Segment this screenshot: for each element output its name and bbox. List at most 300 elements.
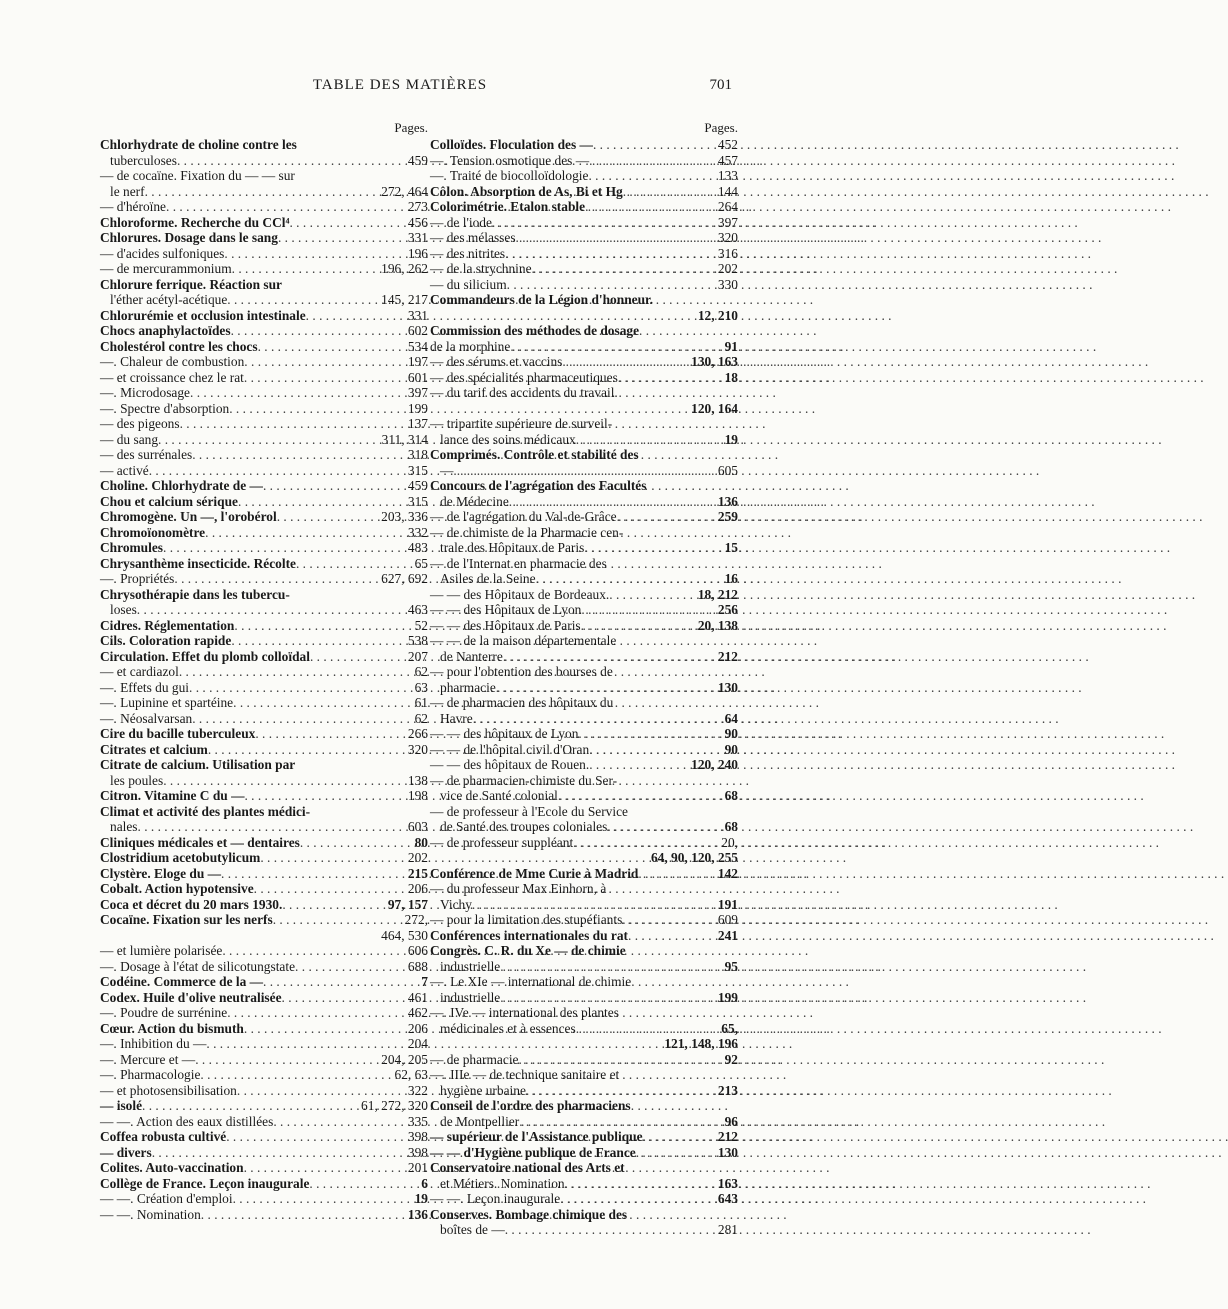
entry-text: Chromogène. Un —, l'orobérol [100,509,277,524]
entry-text: l'éther acétyl-acétique [110,292,228,307]
index-entry [100,773,428,789]
entry-text: Cocaïne. Fixation sur les nerfs [100,912,273,927]
entry-text: — — des Hôpitaux de Paris [430,617,581,633]
index-entry [430,1207,738,1223]
entry-text: Colloïdes. Floculation des — [430,137,593,152]
entry-text: — du professeur Max Einhorn, à [430,881,607,896]
entry-pages: 92 [724,1051,738,1067]
entry-text: — de professeur à l'Ecole du Service [430,803,628,819]
entry-text: — de pharmacien des hôpitaux du [430,695,614,710]
entry-pages: 64, 90, 120, 255 [650,850,738,865]
entry-pages: 688 [407,958,428,974]
entry-text: — des pigeons [100,416,180,431]
dot-leader [149,463,406,479]
dot-leader [137,602,406,618]
dot-leader [224,246,406,262]
dot-leader [589,742,722,758]
index-entry [100,416,428,432]
index-entry [430,726,738,742]
entry-pages: 120, 164 [691,400,738,416]
index-entry [100,990,428,1006]
entry-text: Clostridium acetobutylicum [100,850,261,865]
entry-text: Cliniques médicales et — dentaires [100,834,300,850]
index-entry [100,1021,428,1037]
index-entry [430,587,738,603]
entry-pages: 91 [724,338,738,354]
entry-pages: 320 [407,741,428,757]
index-entry [430,1222,738,1238]
entry-text: — des spécialités pharmaceutiques [430,369,618,385]
index-entry [100,618,428,634]
entry-pages: 137 [407,416,428,431]
dot-leader [573,835,719,851]
entry-text: — —. Création d'emploi [100,1191,233,1206]
dot-leader [492,215,716,231]
entry-pages: 68 [724,788,738,803]
entry-pages: 136 [407,1206,428,1222]
index-entry [430,742,738,758]
entry-text: — pour la limitation des stupéfiants [430,912,623,927]
entry-pages: 398 [407,1129,428,1144]
index-entry [100,168,428,184]
index-entry [430,835,738,851]
dot-leader [278,230,406,246]
entry-text: —. Traité de biocolloïdologie [430,168,589,183]
entry-text: — de l'Internat en pharmacie des [430,555,607,571]
entry-pages: 322 [407,1082,428,1098]
entry-text: Climat et activité des plantes médici- [100,803,311,819]
entry-pages: 136 [717,493,738,509]
dot-leader [519,1114,722,1130]
entry-pages: 215 [407,865,428,881]
entry-text: — activé [100,462,149,478]
entry-text: —. Lupinine et spartéine [100,695,234,710]
dot-leader [189,680,413,696]
index-entry [430,540,738,556]
entry-text: — des sérums et vaccins [430,354,563,369]
dot-leader [190,385,406,401]
entry-text: — — des Hôpitaux de Lyon [430,602,582,617]
index-entry [100,1191,428,1207]
entry-pages: 65, [721,1020,738,1036]
entry-pages: 330 [717,276,738,292]
entry-text: et Métiers. Nomination [440,1175,565,1191]
entry-text: trale des Hôpitaux de Paris [440,540,585,555]
entry-text: loses [110,602,137,617]
entry-text: —. Tension osmotique des — [430,152,590,168]
entry-pages: 603 [407,819,428,834]
entry-text: —. IIIe — de technique sanitaire et [430,1067,620,1082]
dot-leader [526,1083,716,1099]
entry-text: Commission des méthodes de dosage [430,323,640,338]
dot-leader [179,664,413,680]
entry-text: Havre [440,710,473,726]
dot-leader [453,463,716,479]
index-entry [100,571,428,587]
dot-leader [166,199,406,215]
entry-text: Cœur. Action du bismuth [100,1020,244,1036]
index-entry [100,354,428,370]
entry-pages: 459 [407,152,428,168]
dot-leader [273,912,403,928]
index-entry [100,881,428,897]
entry-pages: 213 [717,1082,738,1098]
dot-leader [507,277,716,293]
dot-leader [231,323,406,339]
dot-leader [227,1005,406,1021]
index-entry [430,494,738,510]
entry-text: Chrysanthème insecticide. Récolte [100,555,296,571]
entry-text: Colorimétrie. Etalon stable [430,199,586,214]
dot-leader [560,1191,716,1207]
dot-leader [192,447,406,463]
entry-text: —. Inhibition du — [100,1036,207,1051]
entry-pages: 95 [724,958,738,974]
entry-pages: 15 [724,540,738,555]
entry-pages: 206 [407,881,428,896]
index-entry [430,881,738,897]
index-entry [430,401,738,417]
entry-pages: 606 [407,943,428,958]
dot-leader [593,137,716,153]
dot-leader [263,478,406,494]
entry-text: Cobalt. Action hypotensive [100,881,254,896]
entry-text: industrielle [440,958,501,974]
entry-pages: 273 [407,199,428,214]
entry-pages: 142 [717,865,738,881]
index-entry [430,447,738,463]
right-column [430,118,738,1238]
dot-leader [518,1052,722,1068]
entry-pages: 7 [421,974,428,989]
dot-leader [222,943,406,959]
entry-text: Conserves. Bombage chimique des [430,1206,628,1222]
entry-text: — — des Hôpitaux de Bordeaux. [430,586,610,602]
dot-leader [145,184,380,200]
index-entry [100,292,428,308]
entry-text: —. Propriétés [100,571,175,586]
dot-leader [158,432,380,448]
entry-text: — de pharmacie [430,1051,519,1067]
entry-pages: 609 [717,912,738,927]
index-entry [100,649,428,665]
dot-leader [208,742,406,758]
index-entry [100,664,428,680]
entry-text: Commandeurs de la Légion d'honneur. [430,292,654,307]
entry-text: — — des hôpitaux de Lyon [430,726,579,741]
dot-leader [282,897,385,913]
entry-text: —. Néosalvarsan [100,710,193,726]
index-entry [100,184,428,200]
index-entry [430,1067,738,1083]
dot-leader [254,881,406,897]
index-entry [430,618,738,634]
entry-pages: 61, 272, 320 [361,1098,428,1113]
entry-text: — — de l'hôpital civil d'Oran [430,741,590,757]
entry-pages: 605 [717,462,738,478]
index-entry [430,370,738,386]
index-entry [100,1207,428,1223]
entry-pages: 68 [724,819,738,834]
index-entry [100,556,428,572]
dot-leader [623,184,716,200]
entry-pages: 461 [407,989,428,1005]
index-entry [430,602,738,618]
entry-text: Cire du bacille tuberculeux [100,726,256,741]
entry-pages: 80 [414,834,428,850]
entry-pages: 318 [407,447,428,462]
entry-text: — — des hôpitaux de Rouen. [430,757,590,772]
entry-text: Clystère. Eloge du — [100,865,222,881]
index-entry [430,850,738,866]
entry-pages: 538 [407,633,428,648]
entry-text: Chou et calcium sérique [100,493,238,509]
entry-text: Cils. Coloration rapide [100,633,232,648]
entry-text: —. Poudre de surrénine [100,1005,228,1020]
running-title: TABLE DES MATIÈRES [312,77,488,93]
entry-text: Citrate de calcium. Utilisation par [100,757,296,772]
dot-leader [205,525,406,541]
entry-text: Concours de l'agrégation des Facultés [430,478,647,493]
dot-leader [496,680,716,696]
entry-text: — —. Action des eaux distillées [100,1113,274,1129]
dot-leader [233,1191,413,1207]
entry-text: Chloroforme. Recherche du CCl⁴ [100,214,290,230]
index-entry [430,1160,738,1176]
entry-text: Conseil de l'ordre des pharmaciens [430,1098,631,1113]
dot-leader [177,153,406,169]
entry-pages: 65 [414,555,428,571]
pages-heading-left: Pages. [394,120,428,135]
entry-pages: 20, 138 [697,617,738,633]
entry-pages: 204, 205 [381,1051,428,1067]
dot-leader [244,1021,406,1037]
entry-text: —. Mercure et — [100,1051,196,1067]
entry-text: Codéine. Commerce de la — [100,974,264,989]
entry-pages: 163 [717,1175,738,1191]
dot-leader [565,1176,716,1192]
dot-leader [532,261,716,277]
index-entry [430,230,738,246]
index-entry [430,773,738,789]
dot-leader [576,432,723,448]
index-entry [100,1176,428,1192]
dot-leader [510,339,722,355]
entry-text: Chromules [100,540,163,555]
index-entry [430,912,738,928]
entry-pages: 130, 163 [691,354,738,369]
entry-text: Chlorure ferrique. Réaction sur [100,276,282,292]
dot-leader [589,757,689,773]
dot-leader [229,401,406,417]
entry-text: Colites. Auto-vaccination [100,1160,244,1175]
entry-pages: 62 [414,664,428,679]
index-entry [100,897,428,913]
entry-text: — de l'iode [430,214,492,230]
entry-pages: 457 [717,152,738,168]
entry-pages: 204 [407,1036,428,1051]
dot-leader [643,1129,716,1145]
dot-leader [258,339,406,355]
dot-leader [536,571,723,587]
entry-text: — —. Nomination [100,1206,201,1222]
index-entry [430,897,738,913]
index-entry [430,664,738,680]
index-entry [430,1021,738,1037]
entry-pages: 52 [414,617,428,633]
entry-pages: 19 [724,431,738,447]
entry-text: —. Pharmacologie [100,1067,201,1082]
index-entry [100,478,428,494]
dot-leader [263,974,419,990]
index-entry [430,928,738,944]
entry-pages: 331 [407,307,428,323]
index-entry [100,137,428,153]
index-entry [430,184,738,200]
index-entry [100,385,428,401]
entry-pages: 64 [724,710,738,726]
dot-leader [273,1114,406,1130]
entry-text: de Montpellier [440,1113,520,1129]
index-entry [100,1067,428,1083]
dot-leader [232,261,379,277]
index-entry [430,1176,738,1192]
entry-text: — — de la maison départementale [430,633,617,648]
entry-text: — de professeur suppléant [430,834,574,850]
entry-pages: 120, 240 [691,757,738,772]
index-entry [430,308,738,324]
index-entry [100,912,428,928]
entry-pages: 483 [407,540,428,555]
index-entry [430,153,738,169]
dot-leader [231,633,406,649]
entry-pages: 145, 217 [381,292,428,307]
index-entry [100,1036,428,1052]
index-entry [430,695,738,711]
entry-text: Cholestérol contre les chocs [100,338,258,354]
entry-text: Vichy [440,896,472,912]
entry-text: — et croissance chez le rat [100,369,244,385]
index-entry [430,509,738,525]
entry-pages: 199 [717,989,738,1005]
index-entry [430,323,738,339]
dot-leader [581,618,696,634]
index-entry [430,571,738,587]
index-entry [100,928,428,944]
index-entry [100,401,428,417]
index-entry [100,742,428,758]
dot-leader [226,1129,406,1145]
entry-pages: 18 [724,369,738,385]
column-divider [424,112,425,1192]
entry-text: — des surrénales [100,447,193,462]
dot-leader [516,230,716,246]
entry-pages: 199 [407,400,428,416]
entry-pages: 191 [717,896,738,912]
entry-pages: 459 [407,478,428,493]
index-entry [430,943,738,959]
index-entry [100,680,428,696]
entry-pages: 398 [407,1144,428,1160]
entry-text: vice de Santé colonial [440,788,558,803]
entry-text: — du tarif des accidents du travail. [430,385,618,400]
dot-leader [195,1052,379,1068]
entry-text: hygiène urbaine [440,1082,526,1098]
index-entry [430,137,738,153]
entry-text: Chromoïonomètre [100,524,206,540]
entry-pages: 130 [717,1144,738,1160]
index-entry [430,804,738,820]
entry-pages: 601 [407,369,428,385]
entry-text: médicinales et à essences [440,1020,576,1036]
entry-pages: 534 [407,338,428,354]
entry-text: — de pharmacien-chimiste du Ser- [430,772,618,788]
index-entry [100,711,428,727]
entry-pages: 16 [724,571,738,586]
dot-leader [558,788,723,804]
dot-leader [163,540,406,556]
index-entry [100,246,428,262]
dot-leader [617,509,716,525]
index-entry [430,525,738,541]
entry-text: de Santé des troupes coloniales [440,819,608,834]
index-entry [430,990,738,1006]
entry-text: Chocs anaphylactoïdes [100,323,231,338]
entry-pages: 602 [407,323,428,338]
entry-text: —. Effets du gui [100,679,190,695]
entry-text: boîtes de — [440,1222,505,1237]
dot-leader [505,1222,716,1238]
index-entry [430,711,738,727]
dot-leader [244,788,405,804]
dot-leader [503,649,716,665]
dot-leader [584,540,722,556]
entry-pages: 197 [407,354,428,369]
entry-pages: 315 [407,462,428,478]
entry-text: — d'acides sulfoniques [100,245,225,261]
pages-heading-right: Pages. [704,120,738,135]
index-entry [100,1083,428,1099]
entry-pages: 20, [721,834,738,850]
entry-text: — —. Leçon inaugurale [430,1191,561,1206]
entry-pages: 264 [717,199,738,214]
entry-text: Côlon. Absorption de As, Bi et Hg [430,183,623,199]
entry-pages: 133 [717,168,738,183]
index-entry [430,385,738,401]
index-entry [100,587,428,603]
index-entry [100,695,428,711]
entry-text: — de chimiste de la Pharmacie cen- [430,524,624,540]
entry-pages: 202 [717,261,738,276]
dot-leader [505,246,716,262]
index-entry [100,447,428,463]
dot-leader [562,354,689,370]
index-entry [100,866,428,882]
index-entry [430,1114,738,1130]
dot-leader [609,587,696,603]
entry-text: tuberculoses [110,152,177,168]
page-header [0,77,800,99]
index-entry [100,1114,428,1130]
entry-text: —. Dosage à l'état de silicotungstate [100,958,296,974]
entry-pages: 241 [717,927,738,943]
entry-pages: 90 [724,726,738,741]
entry-pages: 61 [414,695,428,710]
entry-text: — [440,462,454,478]
entry-pages: 256 [717,602,738,617]
entry-pages: 203, 336 [381,509,428,524]
index-entry [430,432,738,448]
